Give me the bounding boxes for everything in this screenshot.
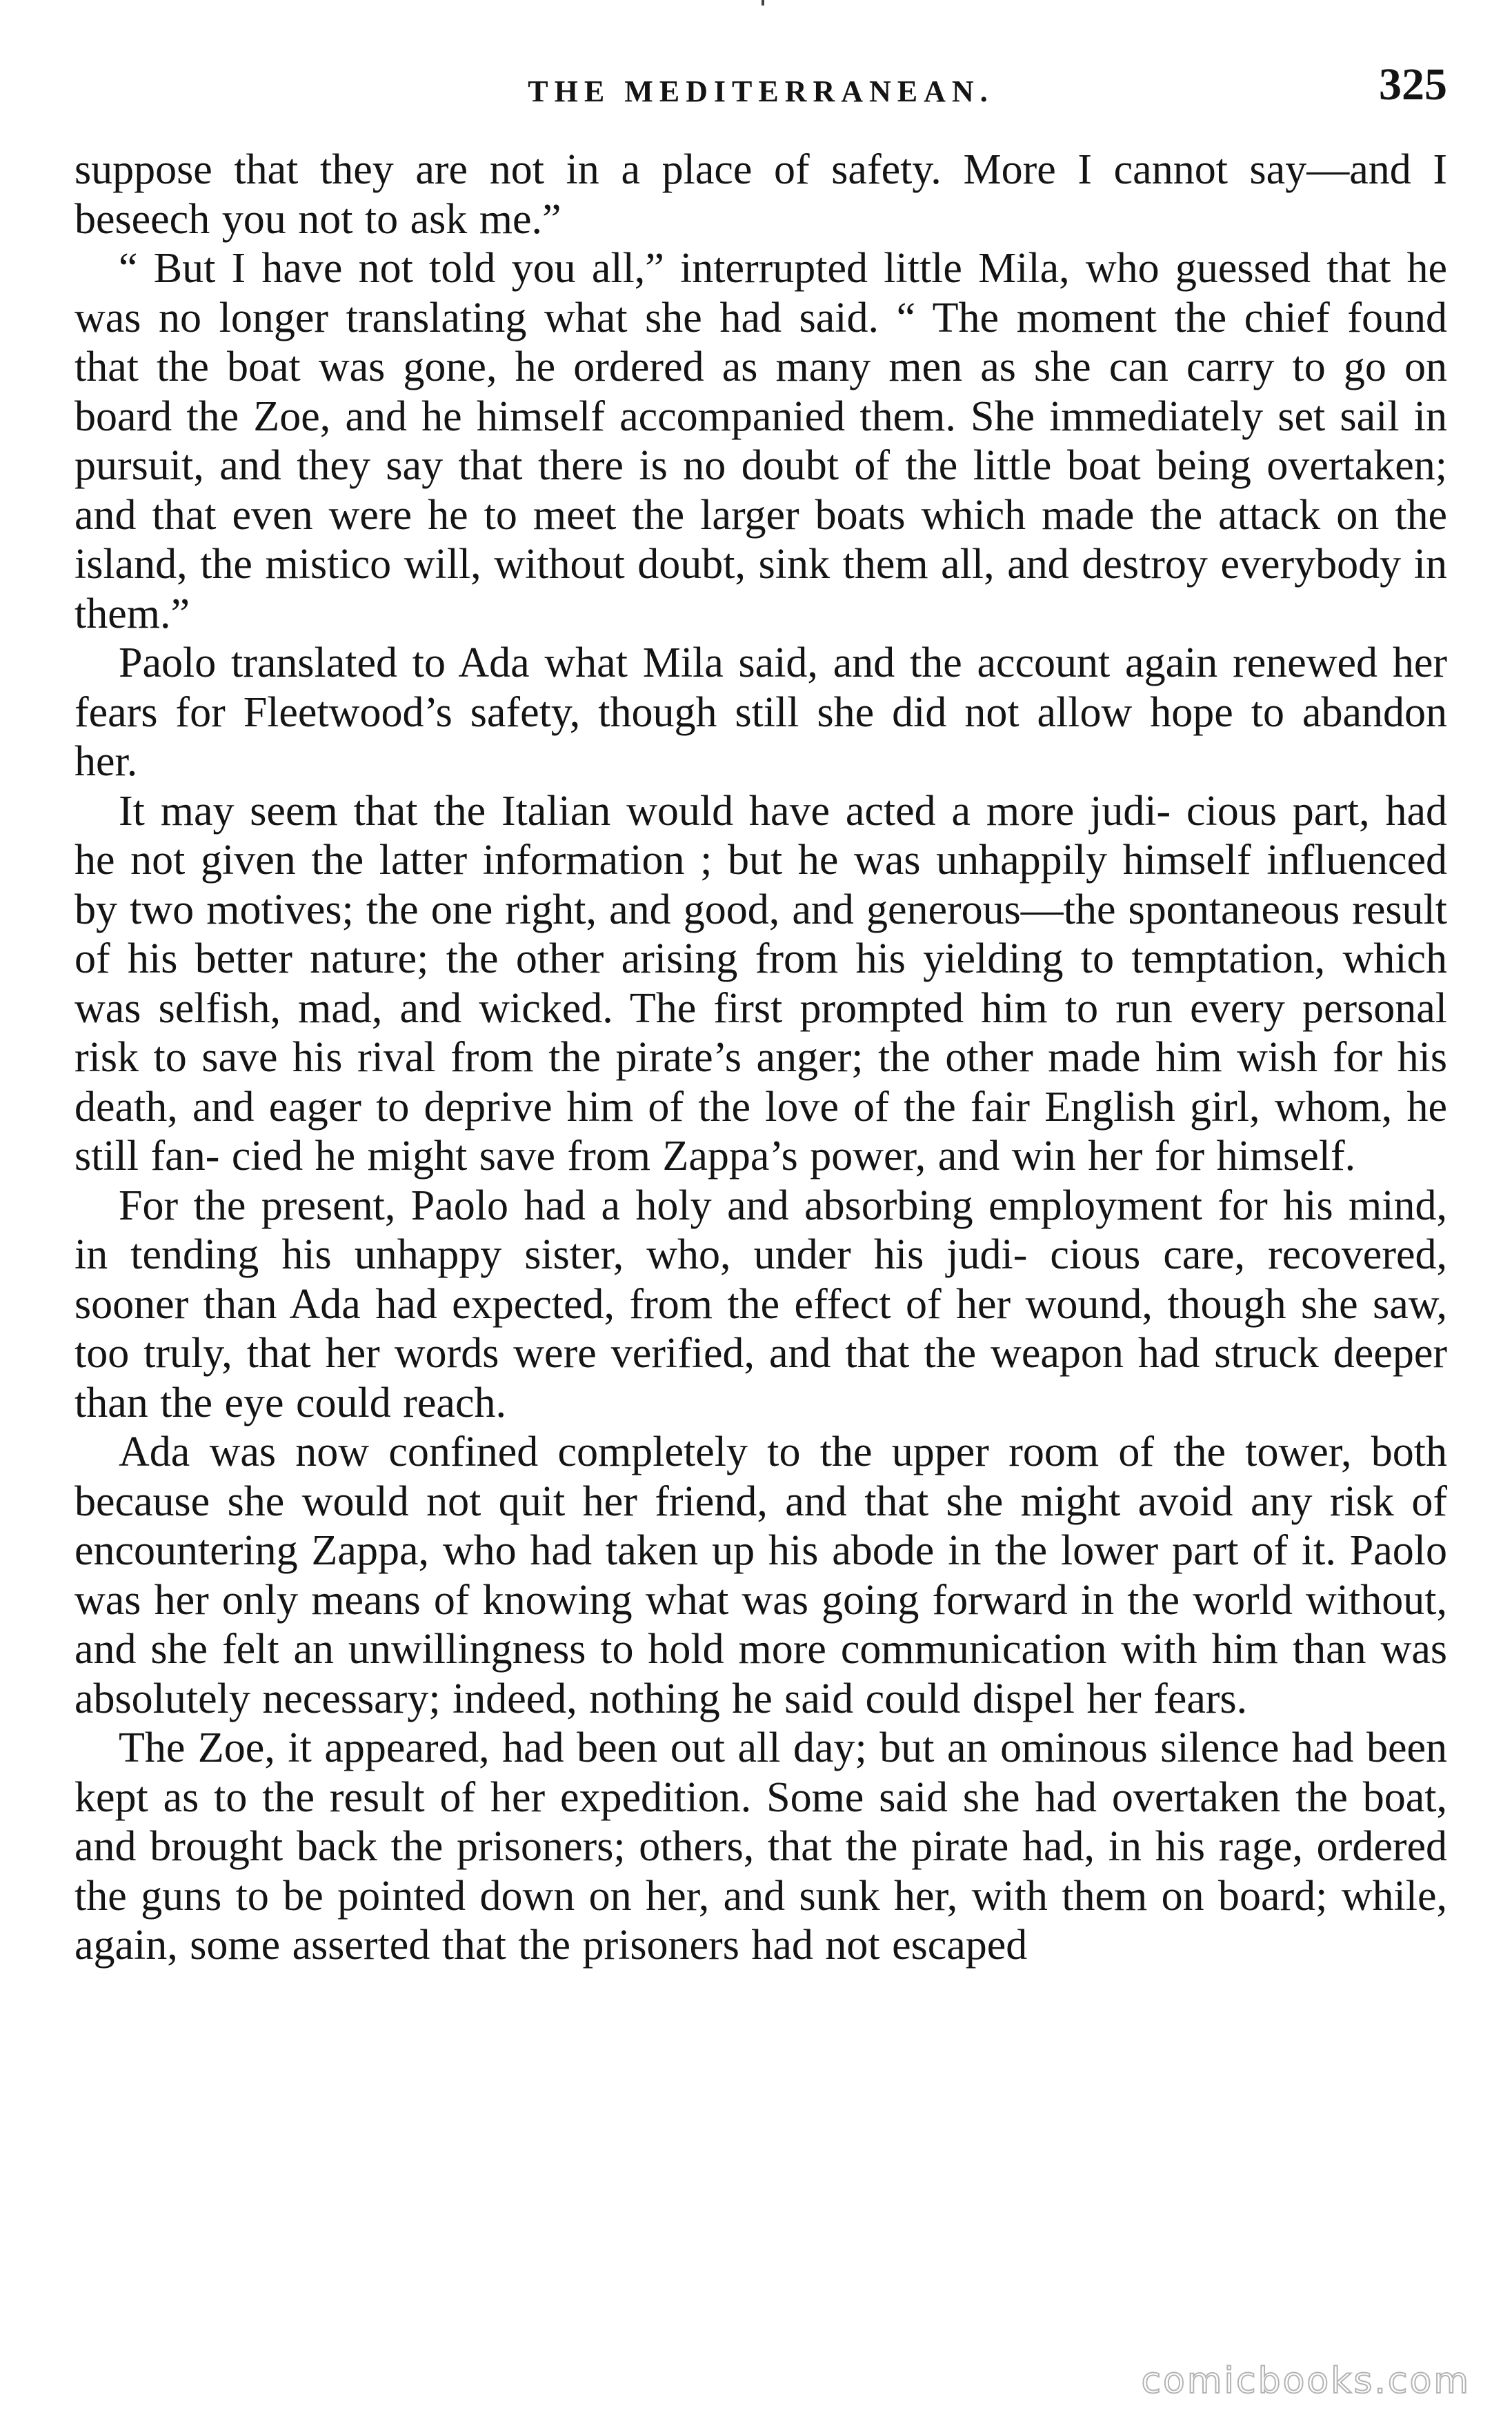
paragraph-2: “ But I have not told you all,” interrupted little Mila, who guessed that he was no longer translating what she had said. “ The moment the chief found that the boat was gone, he ordered as many men as she can carry to go on board the Zoe, and he himself accompanied them. She immediately set sail in pursuit, and they say that there is no doubt of the little boat being overtaken; and that even were he to meet the larger boats which made the attack on the island, the mistico will, without doubt, sink them all, and destroy everybody in them.”	[74, 245, 1447, 637]
text-body	[74, 146, 1447, 1971]
paragraph-4: It may seem that the Italian would have acted a more judi- cious part, had he not given the latter information ; but he was unhappily himself influenced by two motives; the one right, and good, and generous—the spontaneous result of his better nature; the other arising from his yielding to temptation, which was selfish, mad, and wicked. The first prompted him to run every personal risk to save his rival from the pirate’s anger; the other made him wish for his death, and eager to deprive him of the love of the fair English girl, whom, he still fan- cied he might save from Zappa’s power, and win her for himself.	[74, 787, 1447, 1180]
paragraph-5: For the present, Paolo had a holy and absorbing employment for his mind, in tending his unhappy sister, who, under his judi- cious care, recovered, sooner than Ada had expected, from the effect of her wound, though she saw, too truly, that her words were verified, and that the weapon had struck deeper than the eye could reach.	[74, 1182, 1447, 1426]
paragraph-7: The Zoe, it appeared, had been out all day; but an ominous silence had been kept as to the result of her expedition. Some said she had overtaken the boat, and brought back the prisoners; others, that the pirate had, in his rage, ordered the guns to be pointed down on her, and sunk her, with them on board; while, again, some asserted that the prisoners had not escaped	[74, 1724, 1447, 1969]
watermark: comicbooks.com	[1141, 2360, 1471, 2402]
paragraph-1: suppose that they are not in a place of safety. More I cannot say—and I beseech you not to ask me.”	[74, 146, 1447, 243]
page-number: 325	[1379, 59, 1447, 110]
paragraph-6: Ada was now confined completely to the upper room of the tower, both because she would not quit her friend, and that she might avoid any risk of encountering Zappa, who had taken up his abode in the lower part of it. Paolo was her only means of knowing what was going forward in the world without, and she felt an unwillingness to hold more communication with him than was absolutely necessary; indeed, nothing he said could dispel her fears.	[74, 1429, 1447, 1722]
running-header	[74, 59, 1447, 121]
ink-speck	[762, 0, 764, 6]
running-title: THE MEDITERRANEAN.	[528, 74, 994, 108]
paragraph-3: Paolo translated to Ada what Mila said, and the account again renewed her fears for Fleetwood’s safety, though still she did not allow hope to abandon her.	[74, 639, 1447, 785]
